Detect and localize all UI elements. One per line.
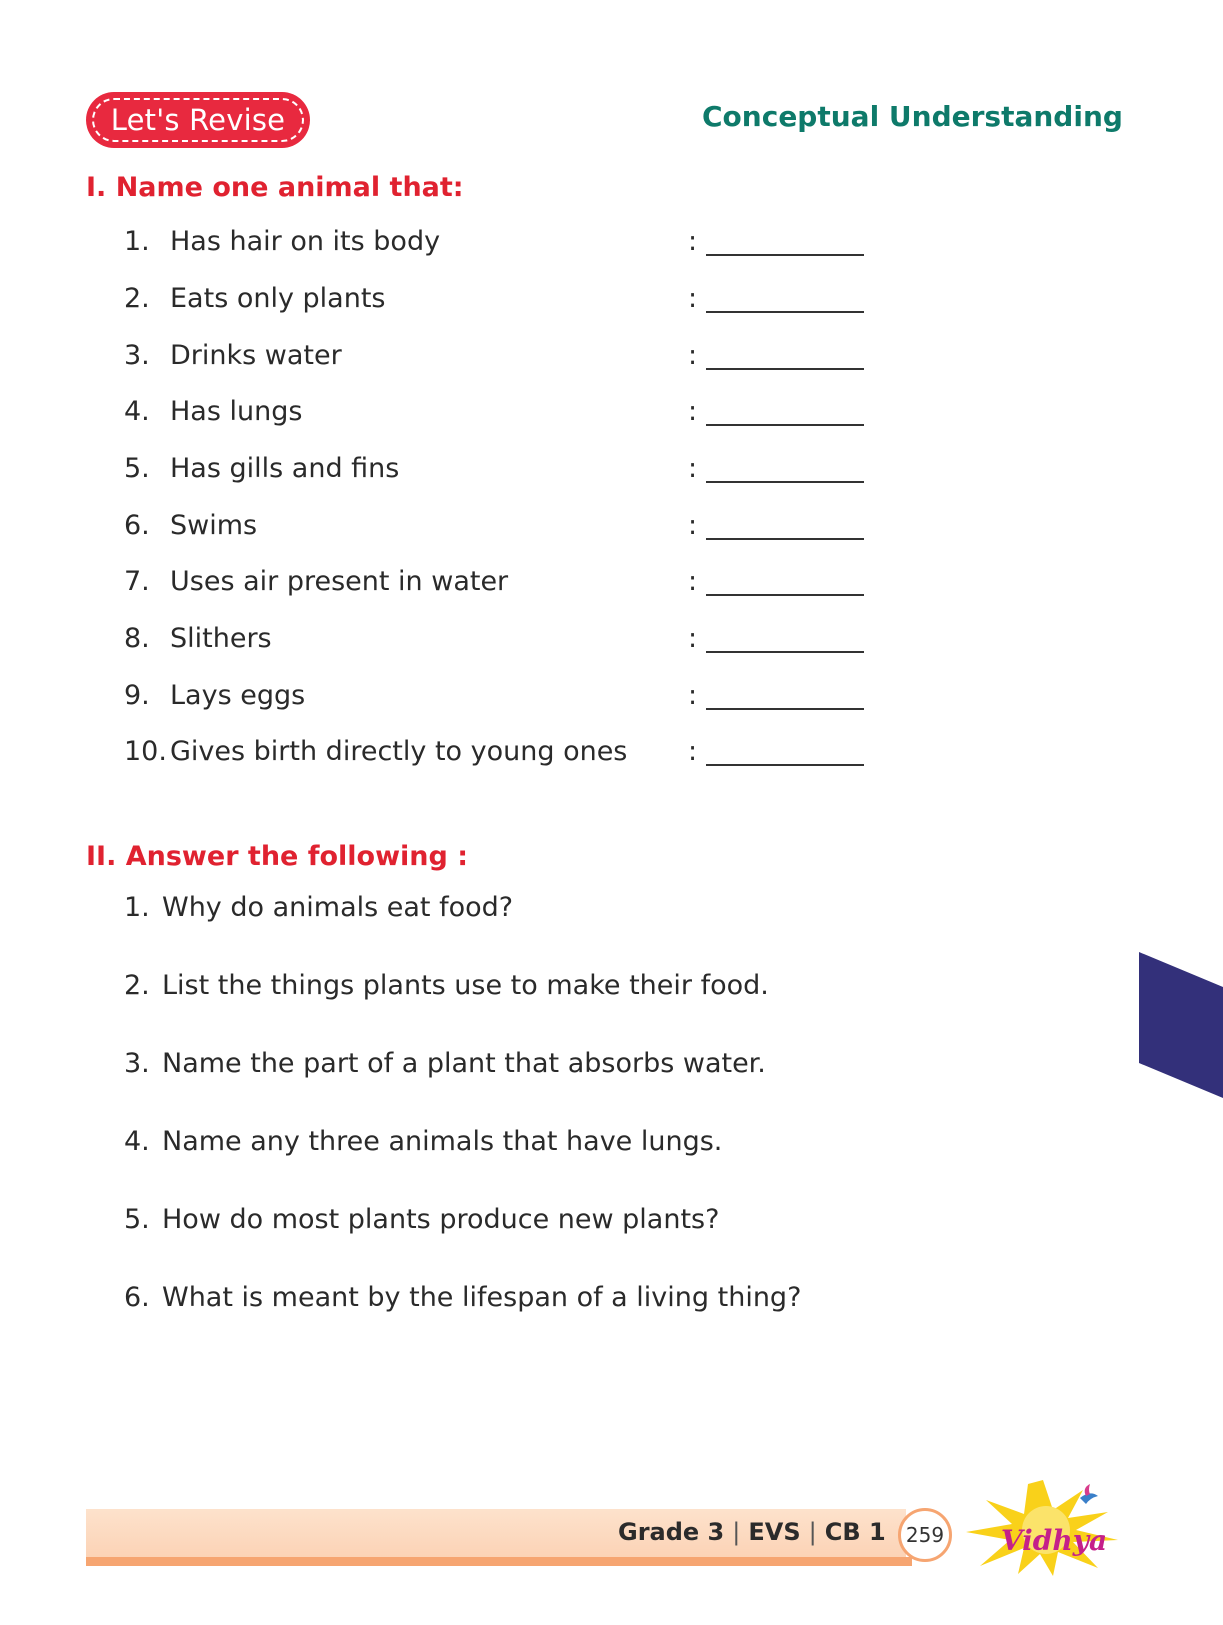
colon: : xyxy=(688,736,698,767)
vidhya-logo xyxy=(958,1478,1128,1578)
answer-blank[interactable] xyxy=(706,254,864,256)
item-text: Uses air present in water xyxy=(170,566,509,597)
question-item xyxy=(124,1126,722,1157)
footer-grade: Grade 3 xyxy=(618,1518,725,1546)
question-item xyxy=(124,892,513,923)
answer-blank[interactable] xyxy=(706,651,864,653)
question-text: List the things plants use to make their food. xyxy=(162,970,769,1001)
colon: : xyxy=(688,396,698,427)
list-item xyxy=(124,566,698,600)
question-item xyxy=(124,1204,719,1235)
colon: : xyxy=(688,566,698,597)
item-text: Has gills and fins xyxy=(170,453,400,484)
colon: : xyxy=(688,680,698,711)
list-item xyxy=(124,680,698,714)
item-number: 9. xyxy=(124,680,150,711)
logo-text: Vidhya xyxy=(1000,1524,1108,1557)
question-text: Name the part of a plant that absorbs water. xyxy=(162,1048,766,1079)
item-number: 4. xyxy=(124,396,150,427)
answer-blank[interactable] xyxy=(706,481,864,483)
page-number: 259 xyxy=(898,1508,952,1562)
section-subtitle: Conceptual Understanding xyxy=(702,100,1123,133)
item-text: Has hair on its body xyxy=(170,226,441,257)
answer-blank[interactable] xyxy=(706,368,864,370)
answer-blank[interactable] xyxy=(706,764,864,766)
item-text: Gives birth directly to young ones xyxy=(170,736,628,767)
item-number: 2. xyxy=(124,283,150,314)
question-number: 4. xyxy=(124,1126,150,1157)
item-text: Drinks water xyxy=(170,340,342,371)
footer-separator: | xyxy=(808,1518,817,1546)
question-item xyxy=(124,970,769,1001)
colon: : xyxy=(688,340,698,371)
list-item xyxy=(124,623,698,657)
answer-blank[interactable] xyxy=(706,594,864,596)
list-item xyxy=(124,340,698,374)
item-number: 7. xyxy=(124,566,150,597)
question-text: Why do animals eat food? xyxy=(162,892,514,923)
chapter-tab xyxy=(1139,952,1223,1098)
footer-strip xyxy=(86,1557,912,1566)
question-number: 2. xyxy=(124,970,150,1001)
section1-heading: I. Name one animal that: xyxy=(86,172,464,203)
list-item xyxy=(124,396,698,430)
colon: : xyxy=(688,226,698,257)
question-number: 6. xyxy=(124,1282,150,1313)
item-text: Lays eggs xyxy=(170,680,306,711)
item-number: 8. xyxy=(124,623,150,654)
question-number: 1. xyxy=(124,892,150,923)
question-number: 5. xyxy=(124,1204,150,1235)
item-number: 6. xyxy=(124,510,150,541)
answer-blank[interactable] xyxy=(706,538,864,540)
answer-blank[interactable] xyxy=(706,311,864,313)
answer-blank[interactable] xyxy=(706,424,864,426)
colon: : xyxy=(688,453,698,484)
section2-heading: II. Answer the following : xyxy=(86,841,469,872)
item-number: 10. xyxy=(124,736,167,767)
list-item xyxy=(124,453,698,487)
colon: : xyxy=(688,510,698,541)
answer-blank[interactable] xyxy=(706,708,864,710)
list-item xyxy=(124,736,698,770)
item-number: 5. xyxy=(124,453,150,484)
item-number: 3. xyxy=(124,340,150,371)
item-number: 1. xyxy=(124,226,150,257)
badge-label: Let's Revise xyxy=(92,98,304,142)
list-item xyxy=(124,510,698,544)
question-item xyxy=(124,1048,766,1079)
footer-subject: EVS xyxy=(748,1518,801,1546)
item-text: Eats only plants xyxy=(170,283,386,314)
colon: : xyxy=(688,623,698,654)
colon: : xyxy=(688,283,698,314)
question-text: What is meant by the lifespan of a living thing? xyxy=(162,1282,802,1313)
question-text: How do most plants produce new plants? xyxy=(162,1204,720,1235)
item-text: Has lungs xyxy=(170,396,303,427)
item-text: Swims xyxy=(170,510,258,541)
footer-info xyxy=(618,1518,886,1546)
footer-separator: | xyxy=(732,1518,741,1546)
list-item xyxy=(124,226,698,260)
question-number: 3. xyxy=(124,1048,150,1079)
footer-book: CB 1 xyxy=(824,1518,886,1546)
lets-revise-badge xyxy=(86,92,310,148)
list-item xyxy=(124,283,698,317)
question-item xyxy=(124,1282,801,1313)
item-text: Slithers xyxy=(170,623,272,654)
question-text: Name any three animals that have lungs. xyxy=(162,1126,723,1157)
